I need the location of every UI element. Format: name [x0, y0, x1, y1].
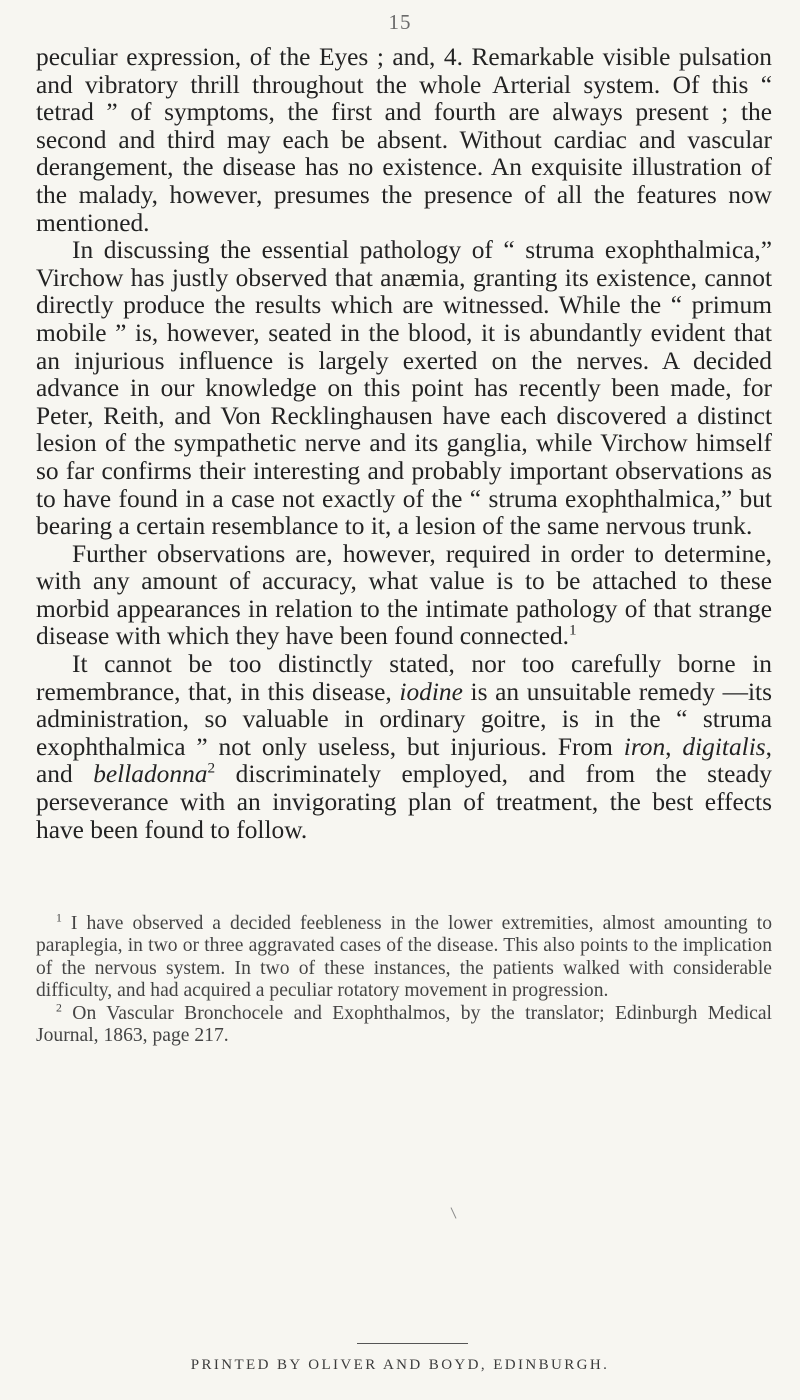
paragraph: [36, 237, 772, 541]
footnote-reference: 1: [569, 622, 577, 639]
text-run: , and: [36, 732, 772, 789]
imprint-rule: [357, 1343, 468, 1344]
italic-text: iron: [623, 732, 666, 761]
paragraph: [36, 541, 772, 651]
text-run: discriminately employed, and from the steady perseverance with an invigorating plan of treatment, the best effects have been found to follow.: [36, 760, 772, 844]
page-number: 15: [388, 10, 412, 34]
footnotes: [36, 913, 772, 1047]
footnote: [36, 913, 772, 1003]
text-run: peculiar expression, of the Eyes ; and, 4. Remarkable visible pulsation and vibratory thrill throughout the whole Arterial system. Of this “ tetrad ” of symptoms, the first and fourth are always present ; the second and third may each be absent. Without cardiac and vascular derangement, the disease has no existence. An exquisite illustration of the malady, however, presumes the presence of all the features now mentioned.: [36, 43, 772, 237]
stray-ink-mark: [451, 1207, 457, 1218]
italic-text: digitalis: [682, 732, 766, 761]
footnote-marker: 2: [56, 1001, 62, 1015]
footnote-marker: 1: [56, 911, 62, 925]
footnote: [36, 1003, 772, 1048]
footnote-reference: 2: [207, 759, 216, 777]
paragraph: [36, 651, 772, 844]
body-text: [36, 44, 772, 844]
italic-text: iodine: [399, 677, 463, 706]
footnote-text: On Vascular Bronchocele and Exophthalmos, by the translator; Edinburgh Medical Journal, 1863, page 217.: [36, 1002, 772, 1047]
printer-imprint: PRINTED BY OLIVER AND BOYD, EDINBURGH.: [190, 1357, 610, 1373]
text-run: is an unsuitable remedy —its administration, so valuable in ordinary goitre, is in the “ struma exophthalmica ” not only useless, but injurious. From: [36, 677, 772, 761]
paragraph: [36, 44, 772, 237]
text-run: In discussing the essential pathology of “ struma exophthalmica,” Virchow has justly observed that anæmia, granting its existence, cannot directly produce the results which are witnessed. While the “ primum mobile ” is, however, seated in the blood, it is abundantly evident that an injurious influence is largely exerted on the nerves. A decided advance in our knowledge on this point has recently been made, for Peter, Reith, and Von Recklinghausen have each discovered a distinct lesion of the sympathetic nerve and its ganglia, while Virchow himself so far confirms their interesting and probably important observations as to have found in a case not exactly of the “ struma exophthalmica,” but bearing a certain resemblance to it, a lesion of the same nervous trunk.: [36, 236, 772, 541]
footnote-text: I have observed a decided feebleness in the lower extremities, almost amounting to paraplegia, in two or three aggravated cases of the disease. This also points to the implication of the nervous system. In two of these instances, the patients walked with considerable difficulty, and had acquired a peculiar rotatory movement in progression.: [36, 913, 772, 1002]
italic-text: belladonna: [93, 760, 208, 789]
text-run: Further observations are, however, required in order to determine, with any amount of accuracy, what value is to be attached to these morbid appearances in relation to the intimate pathology of that strange disease with which they have been found connected.: [36, 539, 772, 651]
text-run: It cannot be too distinctly stated, nor too carefully borne in remembrance, that, in this disease,: [36, 650, 772, 706]
text-run: ,: [665, 732, 683, 761]
